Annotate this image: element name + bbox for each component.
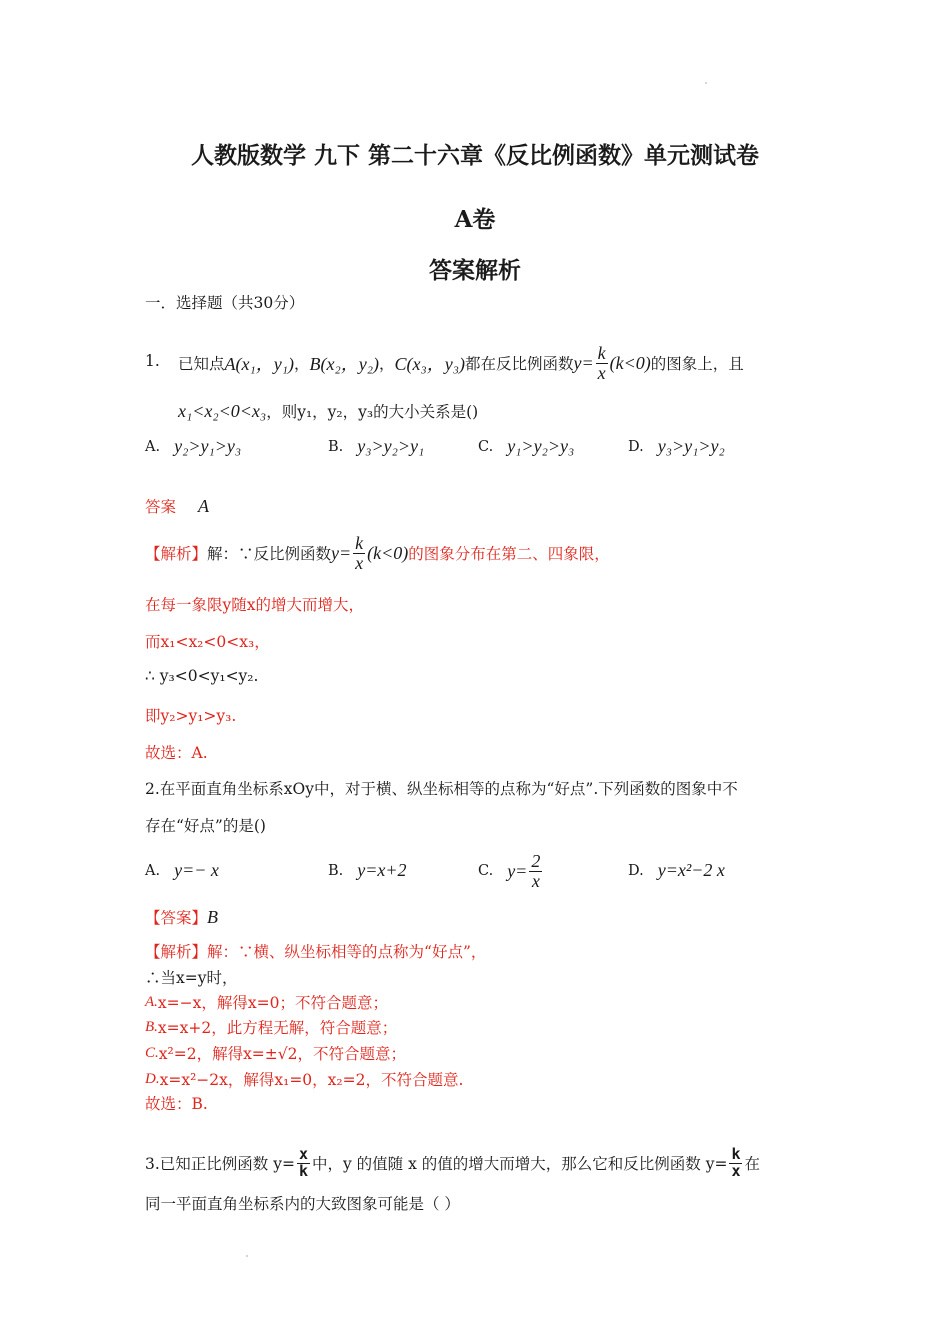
option-func-lhs: y= [507, 860, 528, 881]
option-text: y=x²−2 x [657, 860, 725, 880]
q3-stem-line2: 同一平面直角坐标系内的大致图象可能是（ ） [145, 1195, 460, 1213]
option-label: D. [628, 438, 644, 455]
q2-analysis-line [145, 991, 388, 1013]
speck [705, 82, 707, 84]
option-text: y=− x [174, 860, 219, 880]
answer-value: B [207, 906, 219, 927]
option-label: D. [628, 862, 644, 879]
q3-fraction-inverse [729, 1144, 742, 1180]
option-text: y₂>y₁>y₃ [174, 436, 242, 456]
option-fraction [529, 852, 542, 891]
answer-heading: 答案解析 [429, 257, 521, 284]
analysis-fraction [353, 534, 365, 573]
analysis-func-lhs: y= [331, 542, 352, 563]
q2-option-d [628, 860, 725, 881]
item-text: x=x+2，此方程无解，符合题意； [157, 1019, 398, 1037]
q3-stem-line1 [145, 1140, 760, 1186]
q1-sep: ， [379, 355, 395, 373]
section-heading: 一．选择题（共30分） [145, 294, 305, 312]
speck [246, 1255, 248, 1257]
q2-analysis-line [145, 1068, 463, 1090]
option-label: C. [478, 438, 494, 455]
q1-sep: ， [294, 355, 310, 373]
q2-analysis-line: ∴当x=y时， [145, 969, 238, 987]
document-subtitle: A卷 [454, 206, 496, 233]
q1-analysis-line: 在每一象限y随x的增大而增大， [145, 596, 364, 614]
analysis-label: 【解析】 [145, 545, 208, 563]
q1-stem-line2 [178, 400, 478, 422]
q1-condition: (k<0) [609, 352, 651, 373]
q1-option-d [628, 436, 725, 457]
q1-analysis-line: 故选：A. [145, 744, 208, 762]
q2-analysis-line [145, 1042, 406, 1064]
q2-option-b [328, 860, 407, 881]
fraction-denominator: x [731, 1161, 741, 1180]
analysis-text: 解：∵横、纵坐标相等的点称为“好点”， [207, 943, 487, 961]
q2-stem-line2: 存在“好点”的是() [145, 817, 266, 835]
option-text: y₃>y₁>y₂ [657, 436, 725, 456]
option-text: y=x+2 [357, 860, 407, 880]
fraction-denominator: x [531, 870, 540, 891]
fraction-denominator: x [597, 362, 606, 383]
q1-option-b [328, 436, 424, 457]
answer-label: 答案 [145, 498, 177, 516]
analysis-label: 【解析】 [145, 943, 208, 961]
q1-fraction [596, 344, 608, 383]
fraction-numerator: k [731, 1144, 741, 1163]
q2-analysis [145, 940, 486, 962]
q1-analysis-line: 即y₂>y₁>y₃. [145, 707, 237, 725]
option-label: C. [478, 863, 494, 879]
q1-stem-mid: 都在反比例函数 [465, 355, 574, 373]
item-label: B. [145, 1018, 158, 1035]
q2-option-a [145, 860, 219, 881]
q2-analysis-line [145, 1016, 397, 1038]
option-label: A. [145, 862, 161, 879]
q1-point-b: B(x₂，y₂) [309, 354, 379, 374]
analysis-pre: 解：∵反比例函数 [207, 545, 332, 563]
q1-analysis-line: ∴ y₃<0<y₁<y₂. [145, 667, 259, 685]
item-text: x=x²−2x，解得x₁=0，x₂=2，不符合题意. [159, 1071, 464, 1089]
q1-point-c: C(x₃，y₃) [394, 354, 466, 374]
fraction-numerator: 2 [531, 850, 541, 871]
document-title: 人教版数学 九下 第二十六章《反比例函数》单元测试卷 [190, 142, 759, 169]
item-text: x=−x，解得x=0；不符合题意； [157, 994, 388, 1012]
q1-option-c [478, 436, 574, 457]
answer-label: 【答案】 [145, 909, 208, 927]
q3-fraction-direct [297, 1144, 310, 1180]
q3-stem-pre: 3.已知正比例函数 y= [145, 1155, 295, 1173]
q1-analysis-line: 而x₁<x₂<0<x₃， [145, 633, 270, 651]
option-label: B. [328, 438, 344, 455]
q2-analysis-line: 故选：B. [145, 1095, 208, 1113]
option-label: A. [145, 438, 161, 455]
fraction-denominator: k [298, 1161, 308, 1180]
q2-option-c [478, 848, 544, 894]
item-label: D. [145, 1070, 160, 1087]
fraction-numerator: x [298, 1144, 308, 1163]
q1-condition-chain: x₁<x₂<0<x₃ [178, 400, 267, 421]
option-text: y₃>y₂>y₁ [357, 436, 425, 456]
item-label: A. [145, 993, 158, 1010]
fraction-numerator: k [597, 342, 606, 363]
q1-stem-question: ，则y₁，y₂，y₃的大小关系是() [266, 403, 479, 421]
item-text: x²=2，解得x=±√2，不符合题意； [158, 1045, 407, 1063]
option-label: B. [328, 862, 344, 879]
option-text: y₁>y₂>y₃ [507, 436, 575, 456]
q2-answer [145, 906, 218, 928]
q1-stem-line1 [178, 340, 744, 386]
q3-stem-mid: 中，y 的值随 x 的值的增大而增大，那么它和反比例函数 y= [312, 1155, 728, 1173]
q1-analysis [145, 530, 610, 576]
q1-answer [145, 495, 209, 517]
fraction-denominator: x [355, 552, 364, 573]
q1-stem-post: 的图象上，且 [650, 355, 744, 373]
q1-stem-pre: 已知点 [178, 355, 225, 373]
q1-option-a [145, 436, 241, 457]
fraction-numerator: k [355, 532, 364, 553]
analysis-post: 的图象分布在第二、四象限， [408, 545, 610, 563]
q1-point-a: A(x₁，y₁) [224, 354, 294, 374]
q2-stem-line1: 2.在平面直角坐标系xOy中，对于横、纵坐标相等的点称为“好点”.下列函数的图象中不 [145, 780, 738, 798]
analysis-condition: (k<0) [367, 542, 409, 563]
item-label: C. [145, 1044, 159, 1061]
q1-func-lhs: y= [573, 352, 594, 373]
q1-number: 1. [145, 352, 160, 370]
answer-value: A [198, 495, 210, 516]
q3-stem-post: 在 [744, 1155, 760, 1173]
